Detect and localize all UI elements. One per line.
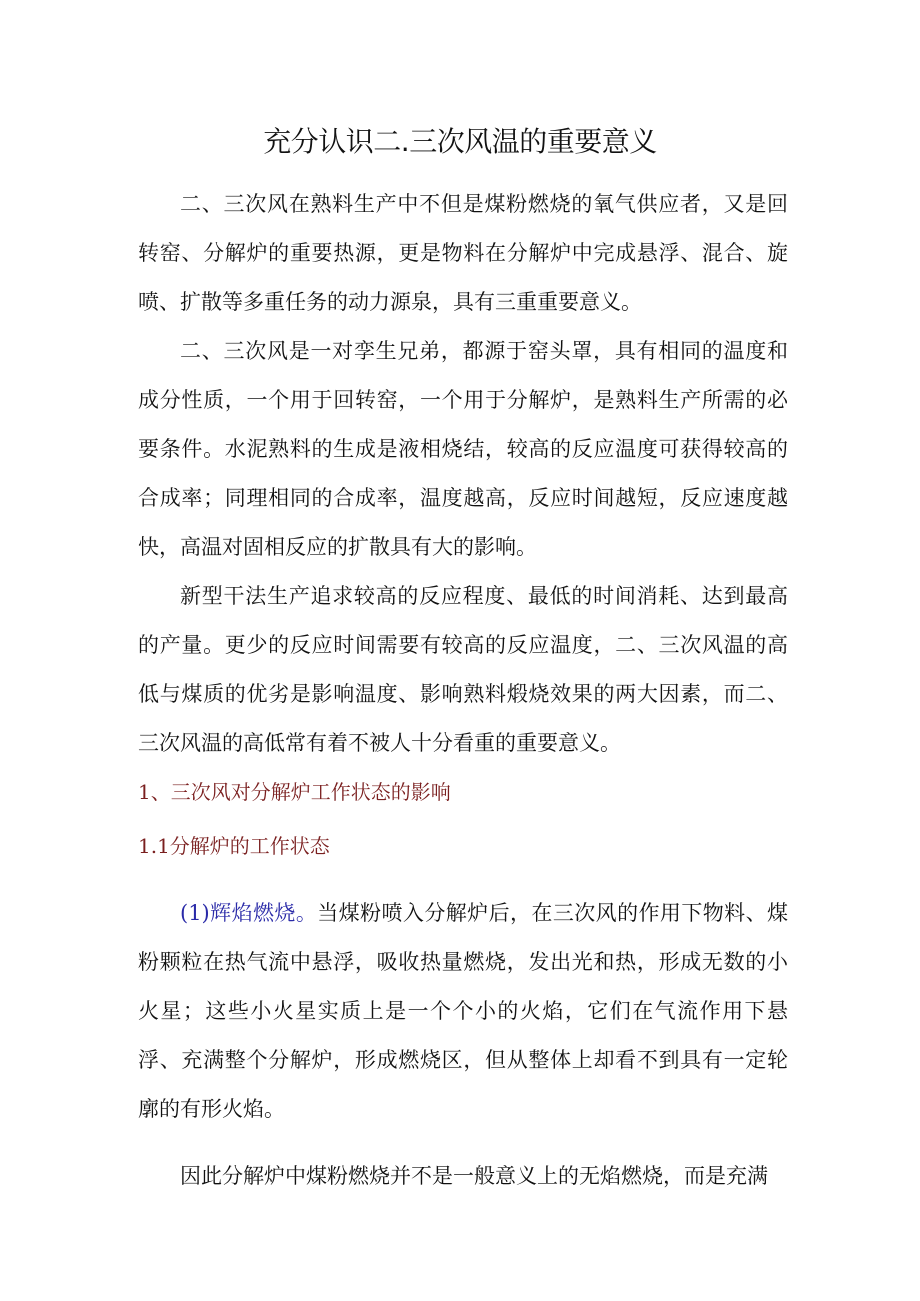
section-heading-1-1: 1.1分解炉的工作状态 [138, 834, 330, 858]
paragraph-4-lead: (1)辉焰燃烧。 [180, 901, 318, 925]
paragraph-4 [138, 889, 788, 1134]
document-title: 充分认识二.三次风温的重要意义 [263, 125, 657, 158]
paragraph-5: 因此分解炉中煤粉燃烧并不是一般意义上的无焰燃烧，而是充满 [180, 1164, 768, 1188]
paragraph-3: 新型干法生产追求较高的反应程度、最低的时间消耗、达到最高的产量。更少的反应时间需要有较高的反应温度，二、三次风温的高低与煤质的优劣是影响温度、影响熟料煅烧效果的两大因素，而二、三次风温的高低常有着不被人十分看重的重要意义。 [138, 584, 788, 755]
paragraph-4-text: 当煤粉喷入分解炉后，在三次风的作用下物料、煤粉颗粒在热气流中悬浮，吸收热量燃烧，发出光和热，形成无数的小火星；这些小火星实质上是一个个小的火焰，它们在气流作用下悬浮、充满整个分解炉，形成燃烧区，但从整体上却看不到具有一定轮廓的有形火焰。 [138, 901, 788, 1121]
paragraph-2: 二、三次风是一对孪生兄弟，都源于窑头罩，具有相同的温度和成分性质，一个用于回转窑，一个用于分解炉，是熟料生产所需的必要条件。水泥熟料的生成是液相烧结，较高的反应温度可获得较高的合成率；同理相同的合成率，温度越高，反应时间越短，反应速度越快，高温对固相反应的扩散具有大的影响。 [138, 339, 788, 559]
paragraph-1: 二、三次风在熟料生产中不但是煤粉燃烧的氧气供应者，又是回转窑、分解炉的重要热源，更是物料在分解炉中完成悬浮、混合、旋喷、扩散等多重任务的动力源泉，具有三重重要意义。 [138, 192, 788, 314]
document-body [138, 180, 788, 1201]
section-heading-1: 1、三次风对分解炉工作状态的影响 [138, 780, 451, 804]
